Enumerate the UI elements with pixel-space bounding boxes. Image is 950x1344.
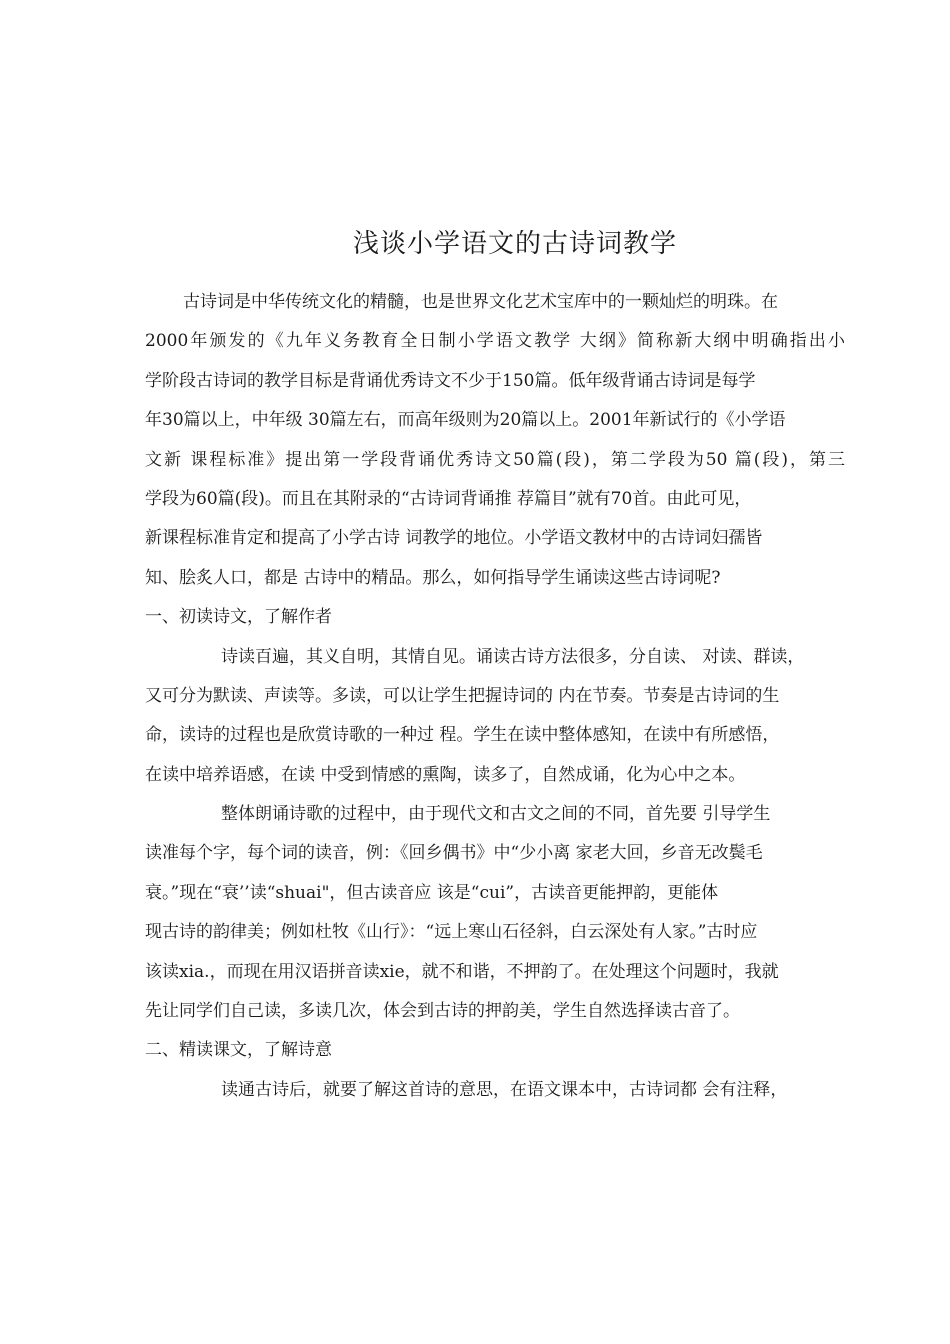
paragraph-line: 该读xia.，而现在用汉语拼音读xie，就不和谐，不押韵了。在处理这个问题时，我就 <box>145 961 779 982</box>
paragraph-line: 新课程标准肯定和提高了小学古诗 词教学的地位。小学语文教材中的古诗词妇孺皆 <box>145 528 763 549</box>
paragraph-line: 又可分为默读、声读等。多读，可以让学生把握诗词的 内在节奏。节奏是古诗词的生 <box>145 685 780 706</box>
paragraph-line: 读准每个字，每个词的读音，例：《回乡偶书》中“少小离 家老大回，乡音无改鬓毛 <box>145 843 763 864</box>
paragraph-line: 学阶段古诗词的教学目标是背诵优秀诗文不少于150篇。低年级背诵古诗词是每学 <box>145 370 756 391</box>
paragraph-line: 整体朗诵诗歌的过程中，由于现代文和古文之间的不同，首先要 引导学生 <box>221 804 771 825</box>
paragraph-line: 衰。”现在“衰’’读“shuai"，但古读音应 该是“cui”，古读音更能押韵，更能体 <box>145 882 719 903</box>
paragraph-line: 古诗词是中华传统文化的精髓，也是世界文化艺术宝库中的一颗灿烂的明珠。在 <box>183 292 778 312</box>
paragraph-line: 在读中培养语感，在读 中受到情感的熏陶，读多了，自然成诵，化为心中之本。 <box>145 764 746 785</box>
section-heading: 一、初读诗文，了解作者 <box>145 607 332 628</box>
document-body <box>145 283 845 1110</box>
paragraph-line: 先让同学们自己读，多读几次，体会到古诗的押韵美，学生自然选择读古音了。 <box>145 1001 740 1022</box>
document-title: 浅谈小学语文的古诗词教学 <box>352 229 677 259</box>
section-heading: 二、精读课文，了解诗意 <box>145 1040 332 1061</box>
paragraph-line: 2000年颁发的《九年义务教育全日制小学语文教学 大纲》简称新大纲中明确指出小 <box>145 331 845 352</box>
paragraph-line: 命，读诗的过程也是欣赏诗歌的一种过 程。学生在读中整体感知，在读中有所感悟， <box>145 725 780 746</box>
paragraph-line: 文新 课程标准》提出第一学段背诵优秀诗文50篇(段)，第二学段为50 篇(段)，第三 <box>145 449 845 470</box>
paragraph-line: 知、脍炙人口，都是 古诗中的精品。那么，如何指导学生诵读这些古诗词呢? <box>145 567 721 588</box>
paragraph-line: 现古诗的韵律美；例如杜牧《山行》：“远上寒山石径斜，白云深处有人家。”古时应 <box>145 922 758 943</box>
paragraph-line: 学段为60篇(段)。而且在其附录的“古诗词背诵推 荐篇目”就有70首。由此可见， <box>145 488 752 509</box>
paragraph-line: 诗读百遍，其义自明，其情自见。诵读古诗方法很多，分自读、 对读、群读， <box>221 646 805 667</box>
paragraph-line: 读通古诗后，就要了解这首诗的意思，在语文课本中，古诗词都 会有注释， <box>221 1079 788 1100</box>
paragraph-line: 年30篇以上，中年级 30篇左右，而高年级则为20篇以上。2001年新试行的《小学语 <box>145 410 786 431</box>
